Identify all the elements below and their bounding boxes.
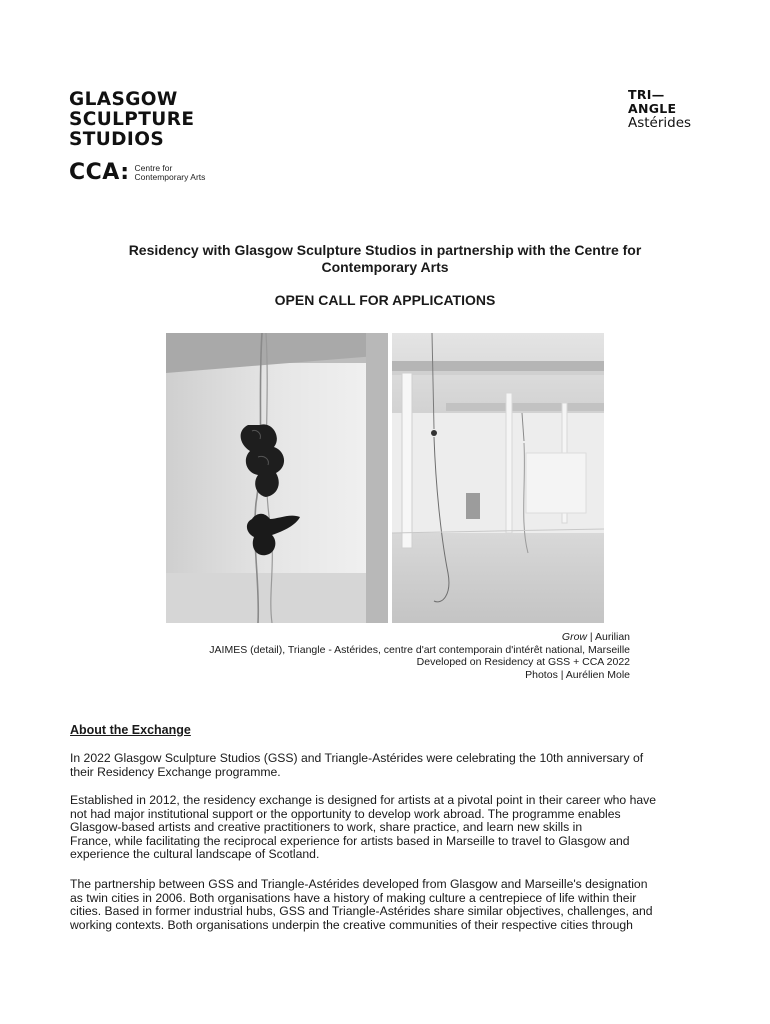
- caption-line: [70, 631, 630, 644]
- paragraph-line: their Residency Exchange programme.: [70, 764, 281, 779]
- paragraph-line: cities. Based in former industrial hubs, GSS and Triangle-Astérides share similar objectives, challenges, and: [70, 904, 653, 919]
- paragraph: [70, 878, 710, 932]
- cca-logo-mark: CCA:: [69, 160, 130, 185]
- paragraph-line: as twin cities in 2006. Both organisations have a history of making culture a centrepiece of life within their: [70, 890, 637, 905]
- cca-logo-subtitle-line: Contemporary Arts: [134, 172, 206, 182]
- triangle-asterides-logo: [628, 88, 691, 131]
- open-call-subtitle: OPEN CALL FOR APPLICATIONS: [274, 292, 496, 308]
- paragraph-line: Established in 2012, the residency exchange is designed for artists at a pivotal point in their career who have: [70, 793, 657, 807]
- paragraph-line: France, while facilitating the reciprocal experience for artists based in Marseille to travel to Glasgow and: [70, 833, 630, 848]
- triangle-logo-name: Astérides: [628, 115, 692, 131]
- paragraph: [70, 794, 710, 862]
- artwork-photo: [166, 333, 604, 623]
- cca-logo-subtitle: [135, 164, 206, 183]
- section-heading: About the Exchange: [70, 723, 191, 737]
- paragraph: [70, 752, 710, 779]
- page-title: Residency with Glasgow Sculpture Studios in partnership with the Centre for Contemporary Arts: [128, 242, 642, 275]
- caption-line: Photos | Aurélien Mole: [525, 668, 630, 681]
- cca-logo: [69, 162, 205, 184]
- gss-logo-line: STUDIOS: [69, 129, 165, 150]
- gss-logo-line: SCULPTURE: [69, 109, 195, 130]
- paragraph-line: experience the cultural landscape of Scotland.: [70, 847, 320, 862]
- paragraph-line: In 2022 Glasgow Sculpture Studios (GSS) and Triangle-Astérides were celebrating the 10th anniversary of: [70, 751, 644, 765]
- gss-logo: [69, 90, 194, 150]
- photo-caption: [70, 631, 630, 681]
- caption-line: JAIMES (detail), Triangle - Astérides, centre d'art contemporain d'intérêt national, Marseille: [209, 643, 630, 656]
- paragraph-line: working contexts. Both organisations underpin the creative communities of their respective cities through: [70, 917, 633, 932]
- triangle-logo-line: ANGLE: [628, 101, 677, 116]
- paragraph-line: not had major institutional support or the opportunity to develop work abroad. The programme enables: [70, 806, 621, 821]
- caption-artist: | Aurilian: [587, 631, 630, 643]
- artwork-photo-drawing: [166, 333, 604, 623]
- triangle-logo-line: TRI—: [628, 87, 665, 102]
- caption-work-title: Grow: [561, 631, 587, 643]
- gss-logo-line: GLASGOW: [69, 89, 178, 110]
- paragraph-line: The partnership between GSS and Triangle-Astérides developed from Glasgow and Marseille's designation: [70, 877, 648, 891]
- cca-logo-subtitle-line: Centre for: [134, 162, 173, 173]
- caption-line: Developed on Residency at GSS + CCA 2022: [416, 656, 630, 669]
- paragraph-line: Glasgow-based artists and creative practitioners to work, share practice, and learn new skills in: [70, 820, 583, 835]
